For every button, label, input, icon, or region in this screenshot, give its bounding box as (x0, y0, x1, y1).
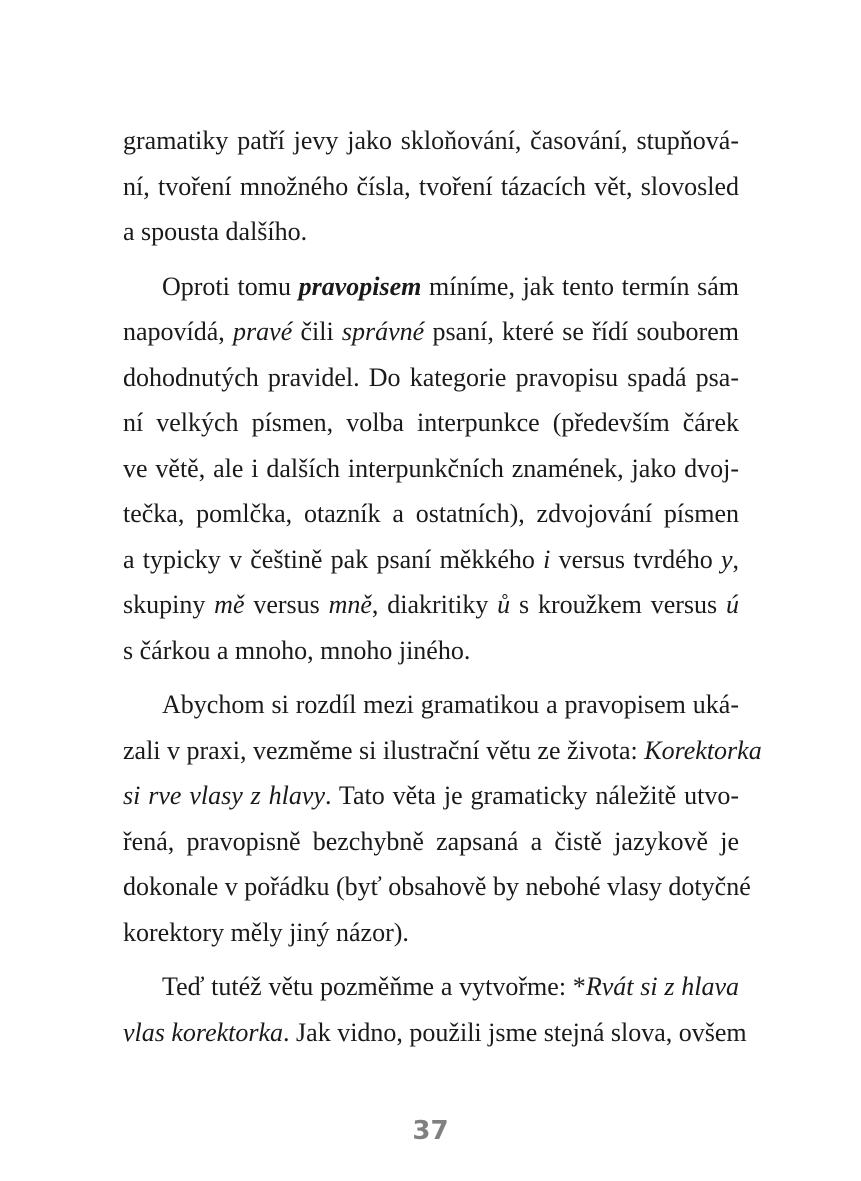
text-line (123, 537, 739, 583)
text-line (123, 864, 751, 910)
italic-term: Rvát si z hlava (585, 972, 739, 1001)
italic-term: mně (328, 590, 372, 619)
text-line (123, 773, 739, 819)
page-number: 37 (412, 1116, 449, 1146)
text-line (123, 964, 739, 1010)
italic-term: vlas korektorka (123, 1017, 284, 1047)
text-line (123, 910, 739, 956)
italic-term: Korektorka (644, 735, 762, 765)
text-segment: s kroužkem versus (510, 590, 726, 619)
italic-term: ů (497, 590, 511, 619)
text-segment: gramatiky patří jevy jako skloňování, časování, stupňová- (123, 126, 739, 155)
text-segment: čili (292, 317, 342, 346)
text-line (123, 209, 739, 255)
text-line (123, 728, 762, 774)
text-segment: Oproti tomu (162, 271, 299, 301)
italic-term: i (543, 544, 551, 574)
text-line (123, 582, 739, 628)
text-line (123, 309, 739, 355)
paragraph (123, 682, 762, 955)
text-line (123, 400, 739, 446)
text-line (123, 118, 739, 164)
text-line (123, 682, 739, 728)
text-segment: s čárkou a mnoho, mnoho jiného. (123, 635, 471, 665)
text-segment: řená, pravopisně bezchybně zapsaná a čistě jazykově je (123, 826, 739, 856)
text-line (123, 491, 739, 537)
text-segment: tečka, pomlčka, otazník a ostatních), zdvojování písmen (123, 499, 739, 528)
text-segment: ní velkých písmen, volba interpunkce (především čárek (123, 408, 739, 437)
text-segment: míníme, jak tento termín sám (421, 271, 739, 301)
text-segment: versus (244, 590, 329, 619)
paragraph (123, 264, 739, 674)
book-page-text (123, 118, 762, 1064)
text-segment: napovídá, (123, 317, 234, 346)
text-line (123, 1010, 747, 1056)
text-segment: ní, tvoření množného čísla, tvoření tázacích vět, slovosled (123, 171, 739, 201)
text-segment: a typicky v češtině pak psaní měkkého (123, 544, 544, 574)
text-segment: . Tato věta je gramaticky náležitě utvo- (325, 781, 739, 810)
paragraph (123, 964, 747, 1055)
text-segment: psaní, které se řídí souborem (424, 317, 739, 346)
text-line (123, 446, 739, 492)
text-segment: zali v praxi, vezměme si ilustrační větu ze života: (123, 735, 645, 765)
text-line (123, 819, 739, 865)
text-segment: Abychom si rozdíl mezi gramatikou a pravopisem uká- (162, 690, 739, 719)
italic-term: mě (214, 590, 245, 619)
text-segment: dohodnutých pravidel. Do kategorie pravopisu spadá psa- (123, 362, 739, 392)
text-segment: , diakritiky (371, 590, 498, 619)
text-segment: Teď tutéž větu pozměňme a vytvořme: * (162, 972, 586, 1001)
text-segment: versus tvrdého (550, 544, 721, 574)
italic-term: pravé (233, 317, 293, 346)
text-segment: korektory měly jiný názor). (123, 917, 409, 947)
paragraph (123, 118, 739, 255)
text-line (123, 355, 739, 401)
text-segment: . Jak vidno, použili jsme stejná slova, ovšem (283, 1017, 747, 1047)
text-segment: , (732, 544, 739, 574)
italic-term: y (720, 544, 733, 574)
italic-term: správné (341, 317, 425, 346)
text-line (123, 264, 739, 310)
text-line (123, 164, 739, 210)
text-line (123, 628, 739, 674)
text-segment: ve větě, ale i dalších interpunkčních znamének, jako dvoj- (123, 453, 739, 483)
bold-term: pravopisem (298, 271, 422, 301)
text-segment: a spousta dalšího. (123, 217, 308, 246)
text-segment: dokonale v pořádku (byť obsahově by nebohé vlasy dotyčné (123, 872, 751, 901)
text-segment: skupiny (123, 590, 215, 619)
italic-term: ú (726, 590, 739, 619)
italic-term: si rve vlasy z hlavy (123, 781, 325, 810)
